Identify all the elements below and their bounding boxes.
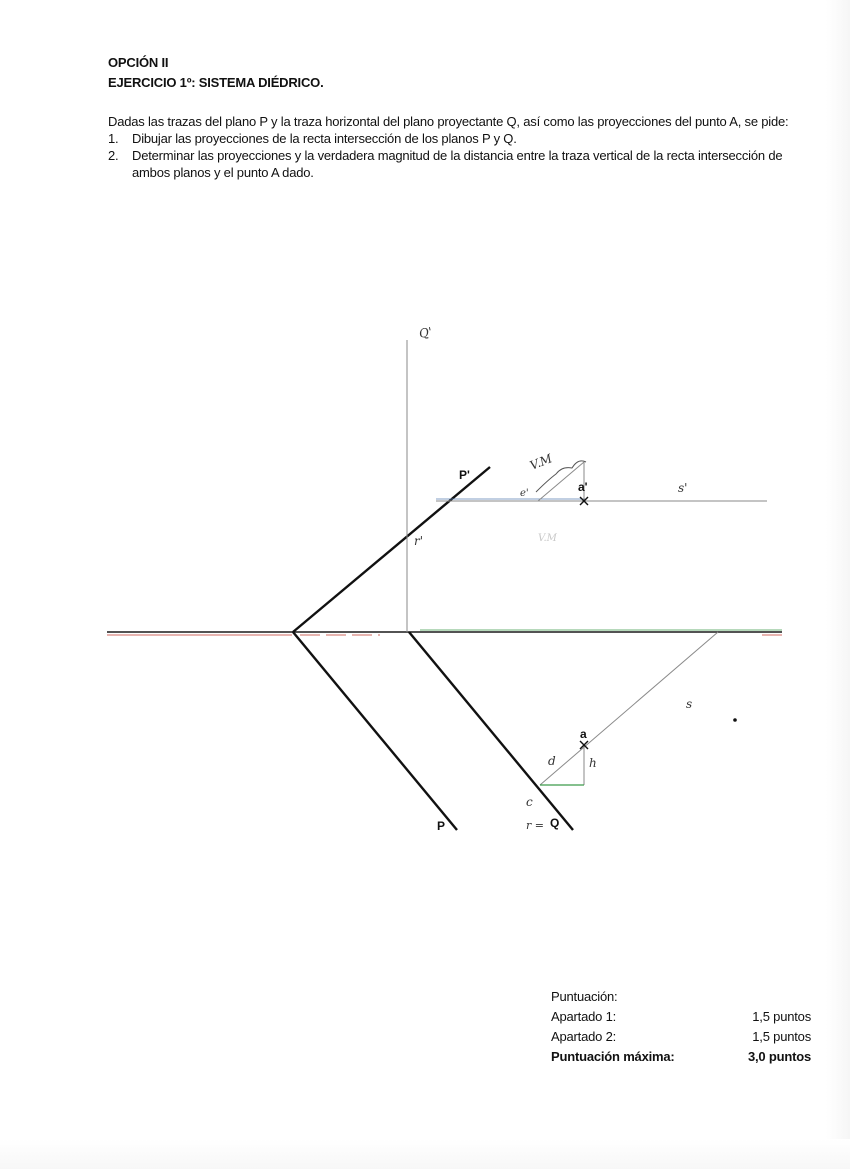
score-label: Apartado 2: [551, 1029, 617, 1044]
hand-s-prime: s' [678, 481, 688, 495]
step-number: 1. [108, 131, 119, 146]
label-q: Q [550, 816, 560, 830]
score-total-label: Puntuación máxima: [551, 1049, 675, 1064]
scoring-table [551, 987, 811, 1067]
label-a: a [580, 727, 587, 741]
step-text: Determinar las proyecciones y la verdadera magnitud de la distancia entre la traza vertical de la recta intersección de ambos planos y el punto A dado. [132, 148, 783, 180]
score-row [551, 1027, 811, 1047]
score-value: 1,5 puntos [752, 1009, 811, 1024]
option-title: OPCIÓN II [108, 55, 169, 70]
statement-intro: Dadas las trazas del plano P y la traza horizontal del plano proyectante Q, así como las proyecciones del punto A, se pide: [108, 114, 789, 129]
exercise-title: EJERCICIO 1º: SISTEMA DIÉDRICO. [108, 75, 324, 90]
hand-r-prime: r' [414, 534, 424, 548]
ink-dot [733, 718, 737, 722]
score-total-value: 3,0 puntos [747, 1049, 811, 1064]
hand-r-eq: r = [526, 819, 544, 832]
label-a-prime: a' [578, 480, 588, 494]
score-total-row [551, 1047, 811, 1067]
step-text: Dibujar las proyecciones de la recta intersección de los planos P y Q. [132, 131, 517, 146]
hand-q-prime: Q' [417, 324, 434, 341]
hand-e-prime: e' [520, 488, 529, 499]
score-label: Apartado 1: [551, 1009, 617, 1024]
hand-c: c [526, 795, 533, 809]
score-row [551, 1007, 811, 1027]
hand-vm: V.M [527, 451, 555, 473]
hand-h: h [589, 756, 597, 770]
step-number: 2. [108, 148, 119, 163]
hand-d: d [548, 754, 556, 768]
hand-vm-faint: V.M [538, 533, 557, 544]
score-value: 1,5 puntos [752, 1029, 811, 1044]
label-p-prime: P' [459, 468, 470, 482]
label-p: P [437, 819, 446, 833]
scoring-title: Puntuación: [551, 989, 618, 1004]
p-vertical-trace [293, 467, 490, 632]
hand-s: s [686, 697, 693, 711]
